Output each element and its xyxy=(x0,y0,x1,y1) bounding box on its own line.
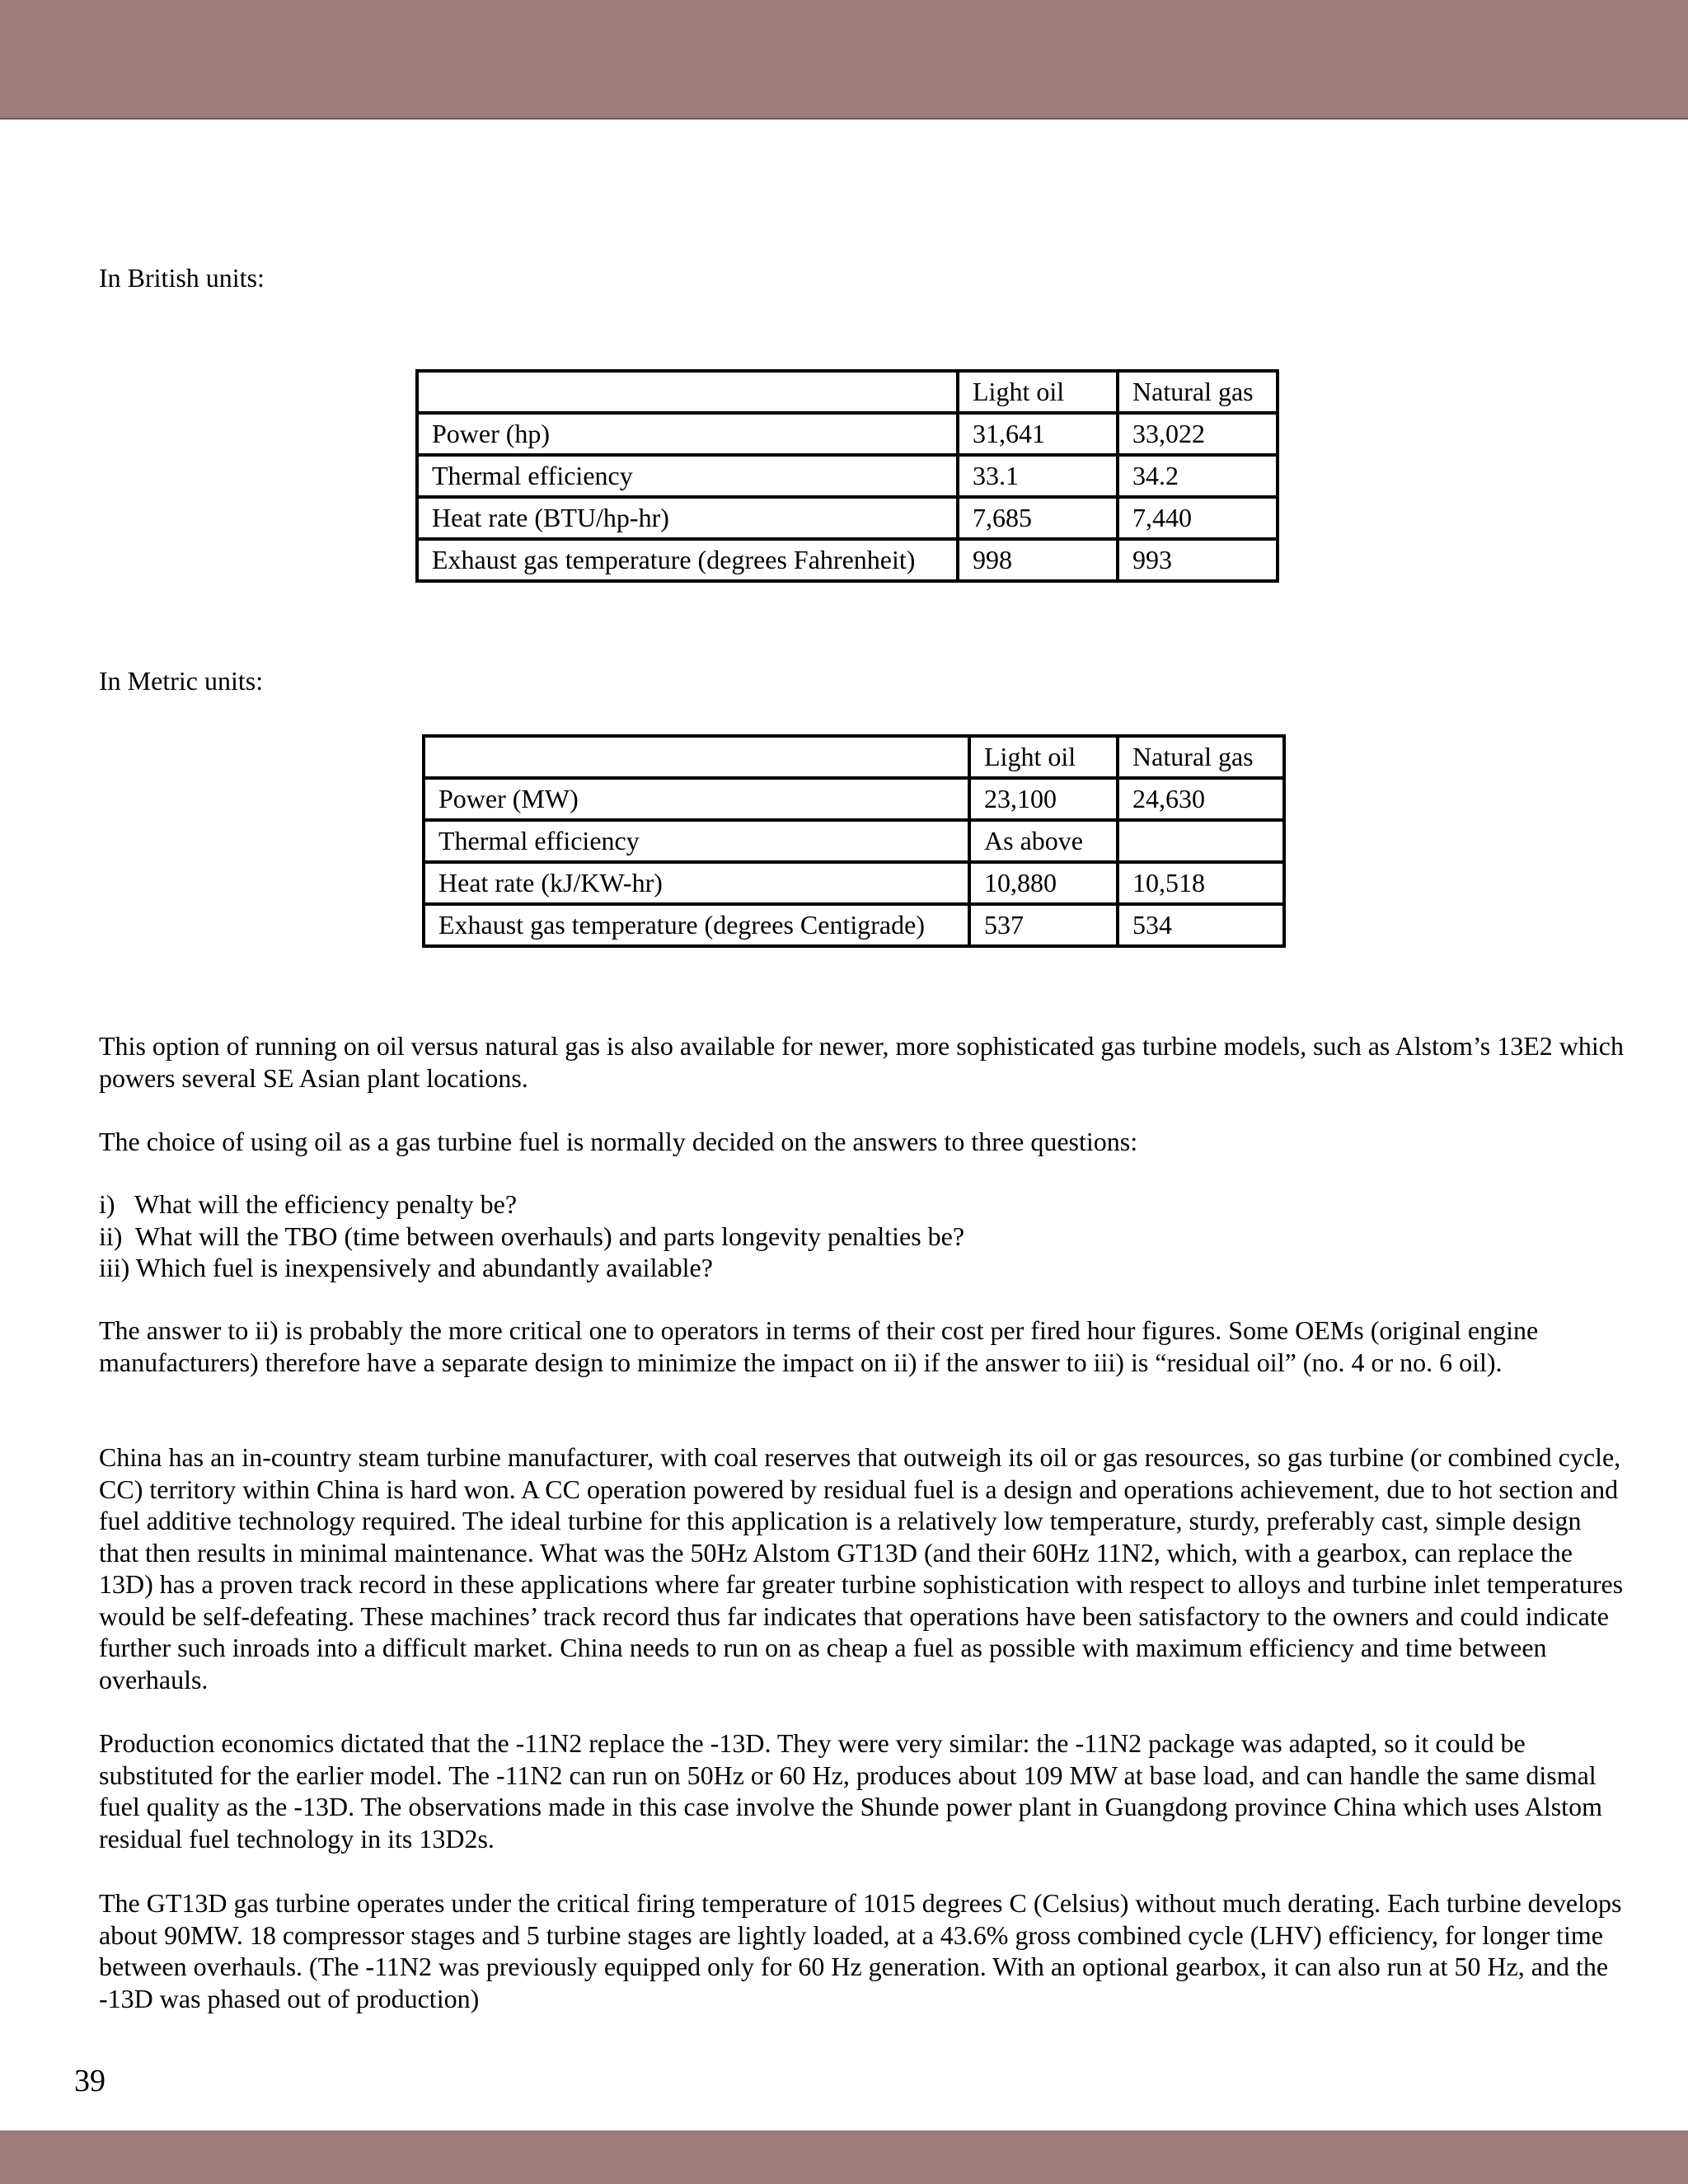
paragraph-production-economics: Production economics dictated that the -11N2 replace the -13D. They were very similar: the -11N2 package was adapted, so it could be substituted for the earlier model. The -11N2 can run on 50Hz or 60 Hz, produces about 109 MW at base load, and can handle the same dismal fuel quality as the -13D. The observations made in this case involve the Shunde power plant in Guangdong province China which uses Alstom residual fuel technology in its 13D2s. xyxy=(99,1728,1602,1854)
table-row xyxy=(417,455,1278,497)
table-cell: Exhaust gas temperature (degrees Fahrenheit) xyxy=(417,539,958,581)
table-header-row xyxy=(424,736,1284,778)
table-cell: Heat rate (kJ/KW-hr) xyxy=(424,862,969,904)
table-cell: As above xyxy=(969,820,1118,862)
table-cell: Power (MW) xyxy=(424,778,969,820)
paragraph-gt13d: The GT13D gas turbine operates under the critical firing temperature of 1015 degrees C (Celsius) without much derating. Each turbine develops about 90MW. 18 compressor stages and 5 turbine stages are lightly loaded, at a 43.6% gross combined cycle (LHV) efficiency, for longer time between overhauls. (The -11N2 was previously equipped only for 60 Hz generation. With an optional gearbox, it can also run at 50 Hz, and the -13D was phased out of production) xyxy=(99,1888,1622,2013)
table-cell: Thermal efficiency xyxy=(424,820,969,862)
list-item: ii) What will the TBO (time between overhauls) and parts longevity penalties be? xyxy=(99,1221,965,1251)
table-cell xyxy=(424,736,969,778)
british-units-label: In British units: xyxy=(99,263,265,293)
table-row xyxy=(417,413,1278,455)
table-cell: 33.1 xyxy=(958,455,1118,497)
table-row xyxy=(424,904,1284,946)
table-cell: Thermal efficiency xyxy=(417,455,958,497)
table-row xyxy=(424,862,1284,904)
paragraph-fuel-choice: The choice of using oil as a gas turbine fuel is normally decided on the answers to three questions: xyxy=(99,1127,1138,1156)
table-cell: 33,022 xyxy=(1118,413,1278,455)
table-cell: 7,440 xyxy=(1118,497,1278,539)
table-cell: 537 xyxy=(969,904,1118,946)
table-cell: 7,685 xyxy=(958,497,1118,539)
table-cell xyxy=(417,371,958,413)
paragraph-alstom-13e2: This option of running on oil versus natural gas is also available for newer, more sophisticated gas turbine models, such as Alstom’s 13E2 which powers several SE Asian plant locations. xyxy=(99,1031,1624,1093)
table-header-row xyxy=(417,371,1278,413)
table-cell: Exhaust gas temperature (degrees Centigrade) xyxy=(424,904,969,946)
page-number: 39 xyxy=(74,2064,106,2098)
british-units-table xyxy=(415,369,1279,583)
metric-units-table xyxy=(422,734,1286,948)
table-row xyxy=(424,820,1284,862)
questions-list xyxy=(99,1188,964,1284)
table-cell: 23,100 xyxy=(969,778,1118,820)
table-row xyxy=(417,539,1278,581)
footer-band xyxy=(0,2130,1688,2184)
table-cell: Heat rate (BTU/hp-hr) xyxy=(417,497,958,539)
header-band xyxy=(0,0,1688,120)
paragraph-china: China has an in-country steam turbine manufacturer, with coal reserves that outweigh its oil or gas resources, so gas turbine (or combined cycle, CC) territory within China is hard won. A CC operation powered by residual fuel is a design and operations achievement, due to hot section and fuel additive technology required. The ideal turbine for this application is a relatively low temperature, sturdy, preferably cast, simple design that then results in minimal maintenance. What was the 50Hz Alstom GT13D (and their 60Hz 11N2, which, with a gearbox, can replace the 13D) has a proven track record in these applications where far greater turbine sophistication with respect to alloys and turbine inlet temperatures would be self-defeating. These machines’ track record thus far indicates that operations have been satisfactory to the owners and could indicate further such inroads into a difficult market. China needs to run on as cheap a fuel as possible with maximum efficiency and time between overhauls. xyxy=(99,1442,1624,1694)
list-item: i) What will the efficiency penalty be? xyxy=(99,1189,518,1219)
table-cell: 10,518 xyxy=(1118,862,1284,904)
table-cell: Light oil xyxy=(969,736,1118,778)
table-cell xyxy=(1118,820,1284,862)
table-row xyxy=(417,497,1278,539)
table-cell: 534 xyxy=(1118,904,1284,946)
table-cell: Natural gas xyxy=(1118,371,1278,413)
table-cell: 34.2 xyxy=(1118,455,1278,497)
table-cell: Natural gas xyxy=(1118,736,1284,778)
table-cell: Light oil xyxy=(958,371,1118,413)
metric-units-label: In Metric units: xyxy=(99,666,264,696)
table-cell: 998 xyxy=(958,539,1118,581)
paragraph-answer-ii: The answer to ii) is probably the more critical one to operators in terms of their cost per fired hour figures. Some OEMs (original engine manufacturers) therefore have a separate design to minimize the impact on ii) if the answer to iii) is “residual oil” (no. 4 or no. 6 oil). xyxy=(99,1315,1539,1377)
table-row xyxy=(424,778,1284,820)
table-cell: 31,641 xyxy=(958,413,1118,455)
table-cell: 993 xyxy=(1118,539,1278,581)
list-item: iii) Which fuel is inexpensively and abundantly available? xyxy=(99,1253,713,1282)
table-cell: 10,880 xyxy=(969,862,1118,904)
table-cell: 24,630 xyxy=(1118,778,1284,820)
table-cell: Power (hp) xyxy=(417,413,958,455)
